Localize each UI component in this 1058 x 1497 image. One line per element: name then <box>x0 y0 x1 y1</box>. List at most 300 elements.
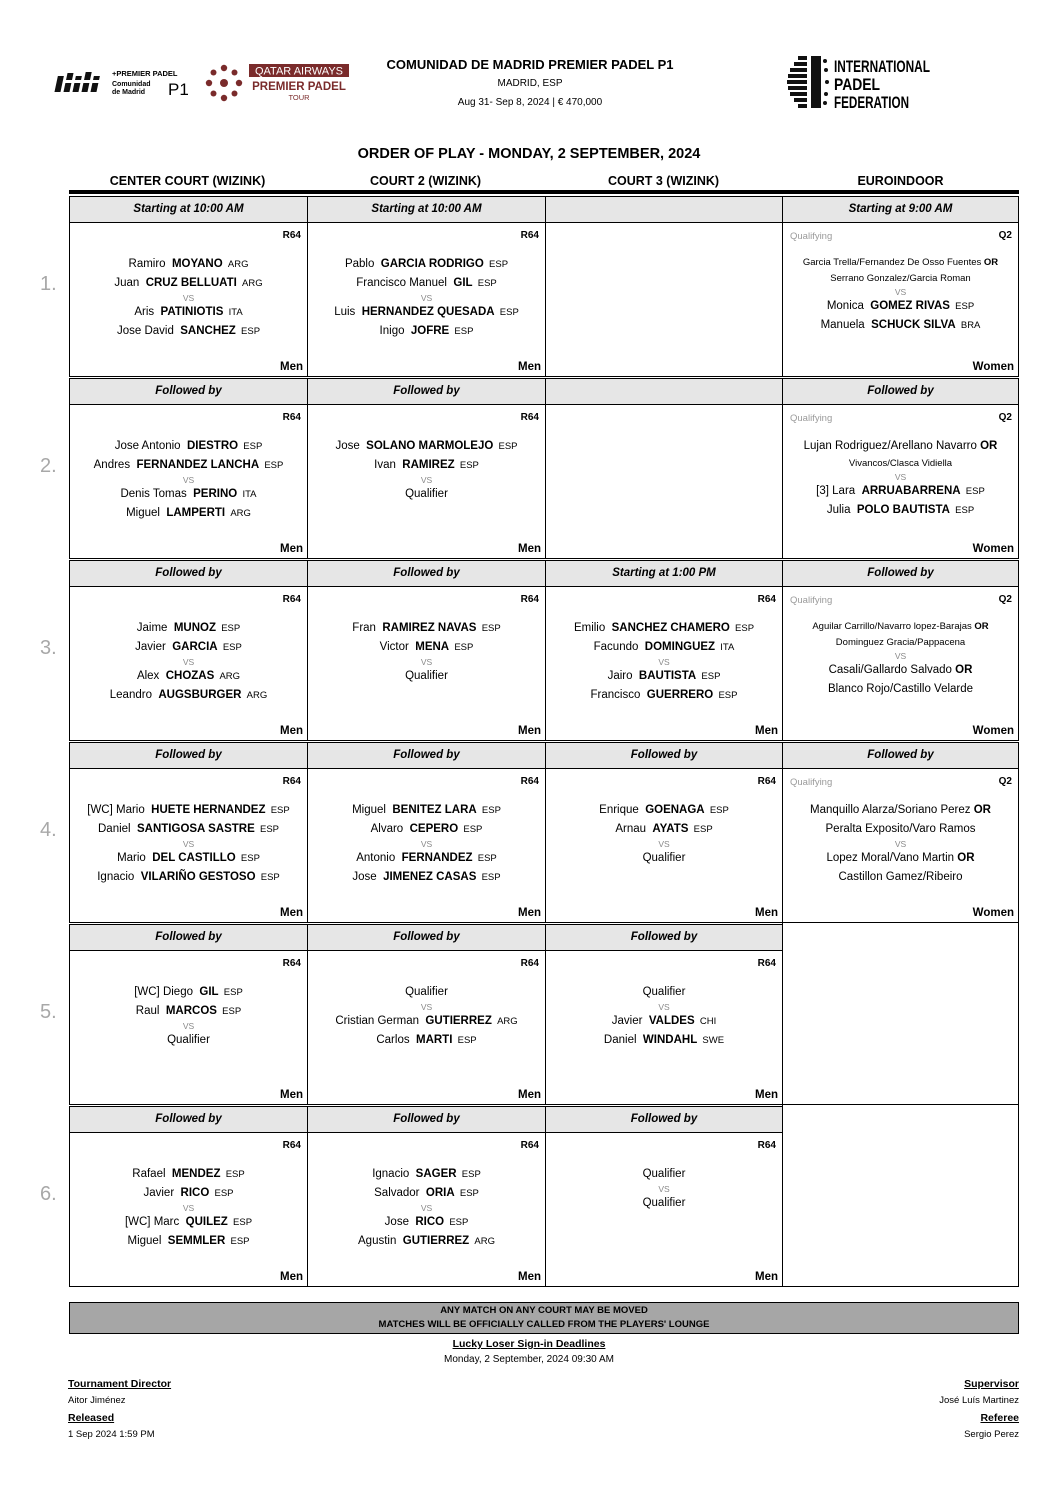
start-time-bar-court-3 <box>545 196 783 223</box>
player-nationality: ARG <box>230 508 251 519</box>
player-nationality: ESP <box>270 805 290 816</box>
start-time-bar-court-2: Followed by <box>307 1106 546 1133</box>
player-first-name: Ramiro <box>128 258 166 270</box>
category-label: Men <box>280 361 303 373</box>
start-time-bar-center: Followed by <box>69 378 308 405</box>
supervisor-name: José Luís Martinez <box>939 1395 1019 1406</box>
player-first-name: Jose <box>384 1216 409 1228</box>
tournament-dates-prize: Aug 31- Sep 8, 2024 | € 470,000 <box>457 97 603 108</box>
player-line <box>70 274 307 293</box>
player-nationality: ESP <box>225 1169 245 1180</box>
or-label: OR <box>983 257 999 268</box>
player-first-name: Mario <box>117 852 146 864</box>
referee-label: Referee <box>980 1412 1019 1424</box>
team-line <box>783 437 1018 456</box>
player-line <box>70 849 307 868</box>
team-names: Manquillo Alarza/Soriano Perez <box>810 804 971 816</box>
match-lines <box>783 619 1018 699</box>
player-first-name: Jairo <box>607 670 633 682</box>
player-nationality: ESP <box>259 824 279 835</box>
player-nationality: ESP <box>454 642 474 653</box>
versus-label: VS <box>658 1184 670 1194</box>
start-time-bar-court-3: Followed by <box>545 1106 783 1133</box>
match-lines <box>70 619 307 705</box>
player-nationality: ESP <box>243 441 263 452</box>
round-label: R64 <box>757 776 776 787</box>
player-line <box>308 274 545 293</box>
player-first-name: [WC] Marc <box>124 1216 180 1228</box>
player-line <box>70 456 307 475</box>
team-names: Qualifier <box>405 670 448 682</box>
category-label: Men <box>518 725 541 737</box>
match-cell-euroindoor <box>782 222 1019 377</box>
player-last-name: BENITEZ LARA <box>392 804 477 816</box>
start-time-bar-court-3: Followed by <box>545 924 783 951</box>
match-cell-court-2 <box>307 586 546 741</box>
player-last-name: SAGER <box>415 1168 457 1180</box>
category-label: Men <box>518 361 541 373</box>
start-time-bar-euroindoor: Starting at 9:00 AM <box>782 196 1019 223</box>
match-lines <box>70 801 307 887</box>
team-line <box>783 635 1018 651</box>
category-label: Men <box>280 907 303 919</box>
versus-label: VS <box>420 657 433 667</box>
player-nationality: CHI <box>699 1016 717 1027</box>
player-last-name: DOMINGUEZ <box>644 641 716 653</box>
match-cell-court-3 <box>545 1132 783 1287</box>
player-first-name: Javier <box>135 641 166 653</box>
premier-padel-tour-text: PREMIER PADEL <box>252 81 346 93</box>
player-nationality: ESP <box>498 441 518 452</box>
team-names: Aguilar Carrillo/Navarro lopez-Barajas <box>812 621 972 632</box>
match-cell-euroindoor <box>782 586 1019 741</box>
category-label: Women <box>972 907 1014 919</box>
player-line <box>70 1165 307 1184</box>
player-first-name: [WC] Diego <box>134 986 193 998</box>
player-last-name: WINDAHL <box>642 1034 698 1046</box>
start-time-bar-euroindoor: Followed by <box>782 742 1019 769</box>
team-line <box>783 255 1018 271</box>
player-first-name: Facundo <box>593 641 639 653</box>
player-line <box>783 501 1018 520</box>
start-time-bar-court-3 <box>545 378 783 405</box>
round-label: R64 <box>282 958 301 969</box>
player-first-name: Alvaro <box>370 823 404 835</box>
player-nationality: ESP <box>693 824 713 835</box>
match-lines <box>70 437 307 523</box>
player-nationality: ESP <box>221 623 241 634</box>
player-first-name: Cristian German <box>335 1015 420 1027</box>
player-line <box>70 504 307 523</box>
player-last-name: BAUTISTA <box>638 670 697 682</box>
player-first-name: Alex <box>136 670 160 682</box>
player-line <box>70 1213 307 1232</box>
player-first-name: Jose <box>352 871 377 883</box>
player-line <box>70 303 307 322</box>
player-line <box>308 322 545 341</box>
player-last-name: DEL CASTILLO <box>152 852 236 864</box>
player-nationality: ESP <box>223 987 243 998</box>
notice-line-1: ANY MATCH ON ANY COURT MAY BE MOVED <box>440 1305 648 1316</box>
row-number: 1. <box>40 273 57 295</box>
team-names: Garcia Trella/Fernandez De Osso Fuentes <box>802 257 982 268</box>
player-first-name: Inigo <box>379 325 405 337</box>
category-label: Men <box>280 543 303 555</box>
team-line <box>308 667 545 686</box>
versus-label: VS <box>182 657 195 667</box>
match-lines <box>70 1165 307 1251</box>
player-last-name: GARCIA <box>172 641 218 653</box>
player-line <box>70 255 307 274</box>
player-first-name: Monica <box>826 300 864 312</box>
player-first-name: Aris <box>134 306 155 318</box>
player-first-name: Ignacio <box>97 871 135 883</box>
category-label: Women <box>972 361 1014 373</box>
start-time-bar-center: Followed by <box>69 924 308 951</box>
player-last-name: POLO BAUTISTA <box>856 504 950 516</box>
player-line <box>70 686 307 705</box>
p1-text: P1 <box>168 80 189 99</box>
player-nationality: ESP <box>457 1035 477 1046</box>
match-lines <box>783 437 1018 520</box>
match-cell-court-2 <box>307 950 546 1105</box>
player-line <box>70 801 307 820</box>
player-nationality: ESP <box>214 1188 234 1199</box>
player-nationality: ESP <box>459 1188 479 1199</box>
player-line <box>70 619 307 638</box>
match-lines <box>308 619 545 686</box>
player-first-name: Antonio <box>356 852 396 864</box>
tournament-director-name: Aitor Jiménez <box>68 1395 126 1406</box>
player-last-name: CHOZAS <box>165 670 215 682</box>
player-line <box>308 255 545 274</box>
player-nationality: ARG <box>474 1236 495 1247</box>
player-nationality: ARG <box>246 690 268 701</box>
player-last-name: RAMIREZ <box>402 459 455 471</box>
round-label: R64 <box>282 412 301 423</box>
player-nationality: ESP <box>955 301 975 312</box>
player-nationality: ESP <box>233 1217 253 1228</box>
start-time-bar-court-2: Starting at 10:00 AM <box>307 196 546 223</box>
player-last-name: RICO <box>415 1216 445 1228</box>
player-first-name: Luis <box>334 306 356 318</box>
qualifying-label: Qualifying <box>790 777 833 788</box>
team-line <box>546 1194 782 1213</box>
player-nationality: ESP <box>477 853 497 864</box>
start-time-bar-center: Starting at 10:00 AM <box>69 196 308 223</box>
player-last-name: VILARIÑO GESTOSO <box>140 871 256 883</box>
player-first-name: Emilio <box>573 622 606 634</box>
notice-box <box>69 1302 1019 1334</box>
player-first-name: Ivan <box>374 459 396 471</box>
versus-label: VS <box>658 1002 670 1012</box>
team-names: Qualifier <box>642 1197 686 1209</box>
player-line <box>546 667 782 686</box>
player-line <box>783 297 1018 316</box>
player-last-name: RICO <box>180 1187 210 1199</box>
start-time-bar-court-3: Followed by <box>545 742 783 769</box>
player-first-name: Francisco Manuel <box>356 277 447 289</box>
category-label: Men <box>518 543 541 555</box>
match-lines <box>308 1165 545 1251</box>
player-last-name: VALDES <box>648 1015 695 1027</box>
player-line <box>308 1184 545 1203</box>
versus-label: VS <box>420 1203 433 1213</box>
player-line <box>546 686 782 705</box>
player-line <box>308 1165 545 1184</box>
player-line <box>546 638 782 657</box>
released-label: Released <box>68 1412 115 1424</box>
match-cell-center <box>69 1132 308 1287</box>
empty-slot-euroindoor <box>782 922 1019 1105</box>
player-last-name: CRUZ BELLUATI <box>145 277 237 289</box>
versus-label: VS <box>894 472 907 482</box>
match-cell-center <box>69 222 308 377</box>
player-nationality: ESP <box>459 460 479 471</box>
match-cell-court-2 <box>307 222 546 377</box>
player-nationality: ESP <box>481 805 501 816</box>
match-cell-court-3 <box>545 586 783 741</box>
versus-label: VS <box>182 839 195 849</box>
player-first-name: Juan <box>114 277 140 289</box>
team-names: Qualifier <box>642 1168 686 1180</box>
player-line <box>70 485 307 504</box>
team-line <box>308 983 545 1002</box>
round-label: R64 <box>757 1140 776 1151</box>
player-nationality: SWE <box>702 1035 725 1046</box>
match-lines <box>308 983 545 1050</box>
page-header <box>0 0 1058 162</box>
team-line <box>70 1031 307 1050</box>
player-last-name: HUETE HERNANDEZ <box>151 804 266 816</box>
versus-label: VS <box>894 839 907 849</box>
player-last-name: MARCOS <box>165 1005 217 1017</box>
match-lines <box>783 801 1018 887</box>
team-line <box>546 849 782 868</box>
player-last-name: HERNANDEZ QUESADA <box>361 306 495 318</box>
player-first-name: Miguel <box>127 1235 162 1247</box>
player-first-name: Miguel <box>352 804 386 816</box>
player-nationality: ESP <box>260 872 280 883</box>
team-names: Peralta Exposito/Varo Ramos <box>825 823 976 835</box>
player-last-name: PERINO <box>193 488 238 500</box>
versus-label: VS <box>894 287 907 297</box>
round-label: R64 <box>520 1140 539 1151</box>
match-cell-center <box>69 768 308 923</box>
player-nationality: ESP <box>489 259 509 270</box>
round-label: R64 <box>520 776 539 787</box>
or-label: OR <box>974 621 989 632</box>
player-first-name: Fran <box>352 622 376 634</box>
player-first-name: Jaime <box>136 622 168 634</box>
order-of-play-heading: ORDER OF PLAY - MONDAY, 2 SEPTEMBER, 2024 <box>357 146 701 162</box>
player-last-name: SCHUCK SILVA <box>871 319 956 331</box>
player-last-name: GARCIA RODRIGO <box>380 258 484 270</box>
round-label: Q2 <box>998 594 1012 605</box>
lucky-loser-deadline: Monday, 2 September, 2024 09:30 AM <box>444 1354 614 1365</box>
team-names: Castillon Gamez/Ribeiro <box>838 871 963 883</box>
released-value: 1 Sep 2024 1:59 PM <box>68 1429 155 1440</box>
player-line <box>783 482 1018 501</box>
team-names: Qualifier <box>167 1034 210 1046</box>
team-names: Serrano Gonzalez/Garcia Roman <box>830 273 971 284</box>
svg-text:Comunidad: Comunidad <box>112 81 151 88</box>
start-time-bar-center: Followed by <box>69 742 308 769</box>
player-last-name: CEPERO <box>409 823 459 835</box>
match-cell-euroindoor <box>782 768 1019 923</box>
versus-label: VS <box>182 1203 195 1213</box>
player-line <box>70 1002 307 1021</box>
player-first-name: Jose Antonio <box>114 440 181 452</box>
qualifying-label: Qualifying <box>790 231 833 242</box>
match-cell-euroindoor <box>782 404 1019 559</box>
player-last-name: AYATS <box>652 823 689 835</box>
ipf-line-3: FEDERATION <box>834 93 909 112</box>
player-nationality: ARG <box>219 671 241 682</box>
player-line <box>546 1012 782 1031</box>
player-last-name: JIMENEZ CASAS <box>383 871 477 883</box>
or-label: OR <box>973 804 991 816</box>
versus-label: VS <box>420 839 433 849</box>
start-time-bar-court-2: Followed by <box>307 742 546 769</box>
player-last-name: QUILEZ <box>185 1216 228 1228</box>
ipf-line-2: PADEL <box>834 75 880 94</box>
international-padel-federation-logo <box>784 54 954 114</box>
player-last-name: GUTIERREZ <box>425 1015 492 1027</box>
player-last-name: RAMIREZ NAVAS <box>382 622 477 634</box>
player-line <box>70 638 307 657</box>
player-nationality: ITA <box>228 307 243 318</box>
category-label: Women <box>972 543 1014 555</box>
match-cell-court-2 <box>307 404 546 559</box>
player-last-name: MOYANO <box>171 258 223 270</box>
start-time-bar-euroindoor: Followed by <box>782 378 1019 405</box>
player-last-name: SANTIGOSA SASTRE <box>137 823 255 835</box>
tournament-location: MADRID, ESP <box>497 78 563 89</box>
category-label: Men <box>755 907 778 919</box>
team-line <box>546 983 782 1002</box>
player-nationality: ITA <box>242 489 257 500</box>
match-cell-court-3 <box>545 950 783 1105</box>
tournament-director-label: Tournament Director <box>68 1378 172 1390</box>
match-lines <box>546 619 782 705</box>
versus-label: VS <box>658 657 670 667</box>
round-label: R64 <box>520 230 539 241</box>
player-nationality: ESP <box>701 671 721 682</box>
court-heading-court-3: COURT 3 (WIZINK) <box>607 174 720 188</box>
player-line <box>70 983 307 1002</box>
player-nationality: BRA <box>960 320 981 331</box>
versus-label: VS <box>420 1002 433 1012</box>
player-first-name: Enrique <box>599 804 639 816</box>
category-label: Women <box>972 725 1014 737</box>
round-label: R64 <box>282 230 301 241</box>
start-time-bar-court-2: Followed by <box>307 924 546 951</box>
player-first-name: Julia <box>826 504 851 516</box>
player-line <box>308 801 545 820</box>
empty-slot-euroindoor <box>782 1104 1019 1287</box>
court-heading-court-2: COURT 2 (WIZINK) <box>369 174 482 188</box>
player-line <box>70 1184 307 1203</box>
category-label: Men <box>280 1271 303 1283</box>
player-line <box>70 868 307 887</box>
player-line <box>308 456 545 475</box>
player-nationality: ESP <box>477 278 497 289</box>
player-line <box>308 303 545 322</box>
match-cell-court-2 <box>307 768 546 923</box>
tournament-title: COMUNIDAD DE MADRID PREMIER PADEL P1 <box>386 57 674 72</box>
team-names: Vivancos/Clasca Vidiella <box>848 458 953 469</box>
round-label: R64 <box>282 1140 301 1151</box>
player-first-name: Francisco <box>590 689 641 701</box>
match-lines <box>70 255 307 341</box>
player-last-name: JOFRE <box>410 325 450 337</box>
player-first-name: Rafael <box>132 1168 166 1180</box>
player-last-name: FERNANDEZ <box>401 852 473 864</box>
player-line <box>308 1232 545 1251</box>
round-label: Q2 <box>998 230 1012 241</box>
player-last-name: SOLANO MARMOLEJO <box>366 440 494 452</box>
match-cell-court-2 <box>307 1132 546 1287</box>
player-first-name: Jose David <box>116 325 174 337</box>
versus-label: VS <box>182 293 195 303</box>
versus-label: VS <box>420 293 433 303</box>
player-nationality: ESP <box>264 460 284 471</box>
category-label: Men <box>755 725 778 737</box>
category-label: Men <box>518 1271 541 1283</box>
player-nationality: ARG <box>242 278 263 289</box>
player-first-name: Daniel <box>603 1034 637 1046</box>
team-line <box>783 661 1018 680</box>
player-first-name: Arnau <box>615 823 647 835</box>
player-line <box>70 437 307 456</box>
player-last-name: GIL <box>199 986 219 998</box>
player-first-name: Miguel <box>126 507 160 519</box>
round-label: R64 <box>520 594 539 605</box>
start-time-bar-center: Followed by <box>69 560 308 587</box>
row-number: 5. <box>40 1001 57 1023</box>
qualifying-label: Qualifying <box>790 413 833 424</box>
player-first-name: Daniel <box>98 823 131 835</box>
player-first-name: Salvador <box>374 1187 420 1199</box>
player-nationality: ESP <box>454 326 474 337</box>
ipf-line-1: INTERNATIONAL <box>834 57 930 76</box>
match-lines <box>308 801 545 887</box>
team-line <box>783 820 1018 839</box>
player-first-name: Leandro <box>109 689 152 701</box>
player-first-name: Ignacio <box>372 1168 410 1180</box>
player-nationality: ARG <box>497 1016 518 1027</box>
match-cell-center <box>69 950 308 1105</box>
player-nationality: ESP <box>240 853 260 864</box>
match-lines <box>546 801 782 868</box>
start-time-bar-euroindoor: Followed by <box>782 560 1019 587</box>
player-line <box>308 638 545 657</box>
team-line <box>783 619 1018 635</box>
player-last-name: ORIA <box>425 1187 455 1199</box>
player-nationality: ESP <box>718 690 738 701</box>
court-headings <box>69 174 1019 190</box>
player-line <box>546 801 782 820</box>
premier-padel-text: +PREMIER PADEL <box>112 69 178 78</box>
team-line <box>308 485 545 504</box>
versus-label: VS <box>182 475 195 485</box>
player-line <box>546 820 782 839</box>
match-lines <box>70 983 307 1050</box>
team-line <box>783 849 1018 868</box>
qualifying-label: Qualifying <box>790 595 833 606</box>
match-cell-center <box>69 404 308 559</box>
